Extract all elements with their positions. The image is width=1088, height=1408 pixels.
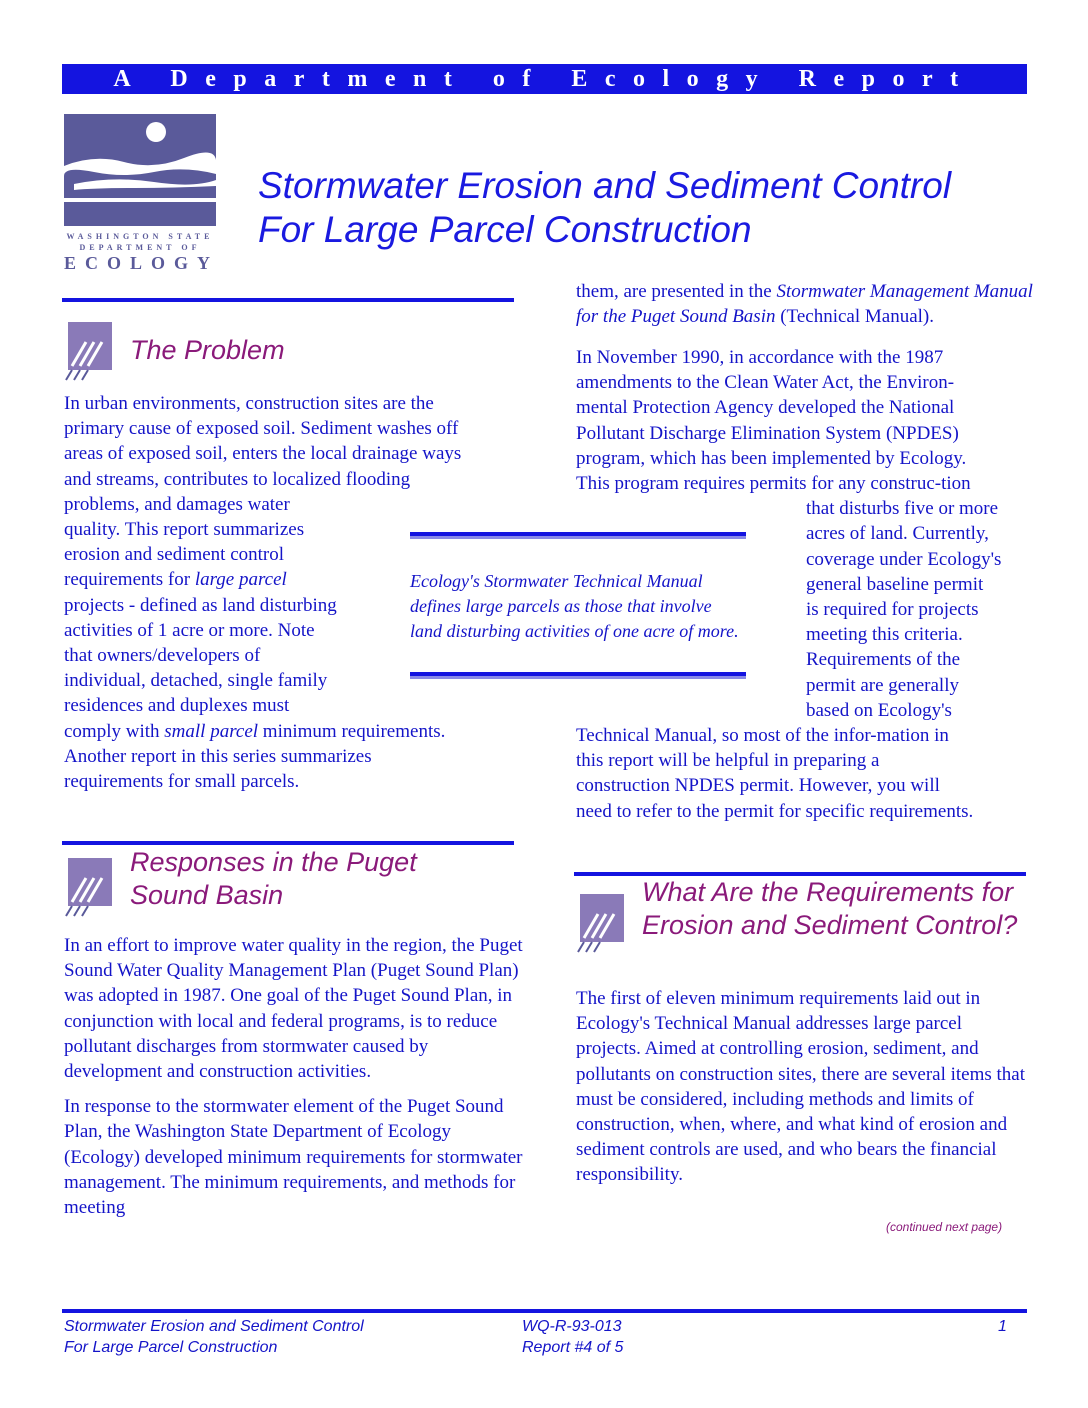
requirements-heading: What Are the Requirements for Erosion and Sediment Control? bbox=[642, 877, 1018, 940]
problem-rule bbox=[62, 298, 514, 302]
footer-title: Stormwater Erosion and Sediment Control For Large Parcel Construction bbox=[64, 1318, 364, 1356]
page-number: 1 bbox=[998, 1318, 1007, 1335]
november-para: In November 1990, in accordance with the 1987 amendments to the Clean Water Act, the Environ- mental Protection Agency developed the National Pollutant Discharge Elimination System (NPDES) program, which has been implemented by Ecology. This program requires permits for any construc-tion that disturbs five or more acres of land. Currently, coverage under Ecology's general baseline permit is required for projects meeting this criteria. Requirements of the permit are generally based on Ecology's Technical Manual, so most of the infor-mation in this report will be helpful in preparing a construction NPDES permit. However, you will need to refer to the permit for specific requirements. bbox=[576, 347, 1002, 822]
problem-body: In urban environments, construction sites are the primary cause of exposed soil. Sediment washes off areas of exposed soil, enters the local drainage ways and streams, contributes to localized flooding problems, and damages water quality. This report summarizes erosion and sediment control requirements for large parcel projects - defined as land disturbing activities of 1 acre or more. Note that owners/developers of individual, detached, single family residences and duplexes must comply with small parcel minimum requirements. Another report in this series summarizes requirements for small parcels. bbox=[64, 393, 462, 793]
rain-icon bbox=[574, 894, 626, 954]
rain-icon bbox=[62, 858, 114, 918]
continued-note: (continued next page) bbox=[886, 1220, 1003, 1234]
problem-heading: The Problem bbox=[130, 335, 285, 365]
responses-rule bbox=[62, 841, 514, 845]
right-continuation: them, are presented in the Stormwater Management Manual for the Puget Sound Basin (Technical Manual). bbox=[576, 281, 1033, 328]
page-title: Stormwater Erosion and Sediment Control For Large Parcel Construction bbox=[258, 165, 952, 250]
responses-para-1: In an effort to improve water quality in the region, the Puget Sound Water Quality Management Plan (Puget Sound Plan) was adopted in 1987. One goal of the Puget Sound Plan, in conjunction with local and federal programs, is to reduce pollutant discharges from stormwater caused by development and construction activities. bbox=[64, 935, 523, 1083]
requirements-body: The first of eleven minimum requirements laid out in Ecology's Technical Manual addresses large parcel projects. Aimed at controlling erosion, sediment, and pollutants on construction sites, there are several items that must be considered, including methods and limits of construction, when, where, and what kind of erosion and sediment controls are used, and who bears the financial responsibility. bbox=[576, 988, 1026, 1186]
responses-body bbox=[64, 933, 524, 1220]
footer-rule bbox=[62, 1309, 1027, 1313]
ecology-logo bbox=[64, 114, 220, 273]
report-banner: A Department of Ecology Report bbox=[62, 64, 1027, 94]
responses-para-2: In response to the stormwater element of the Puget Sound Plan, the Washington State Department of Ecology (Ecology) developed minimum requirements for stormwater management. The minimum requirements, and methods for meeting bbox=[64, 1096, 523, 1219]
pull-quote-text: Ecology's Stormwater Technical Manual defines large parcels as those that involve land disturbing activities of one acre of more. bbox=[410, 571, 739, 641]
logo-emblem bbox=[64, 114, 218, 226]
rain-icon bbox=[62, 322, 114, 382]
logo-text: WASHINGTON STATE DEPARTMENT OF ECOLOGY bbox=[64, 232, 220, 273]
footer-report-id: WQ-R-93-013 Report #4 of 5 bbox=[522, 1318, 624, 1356]
responses-heading: Responses in the Puget Sound Basin bbox=[130, 847, 417, 910]
